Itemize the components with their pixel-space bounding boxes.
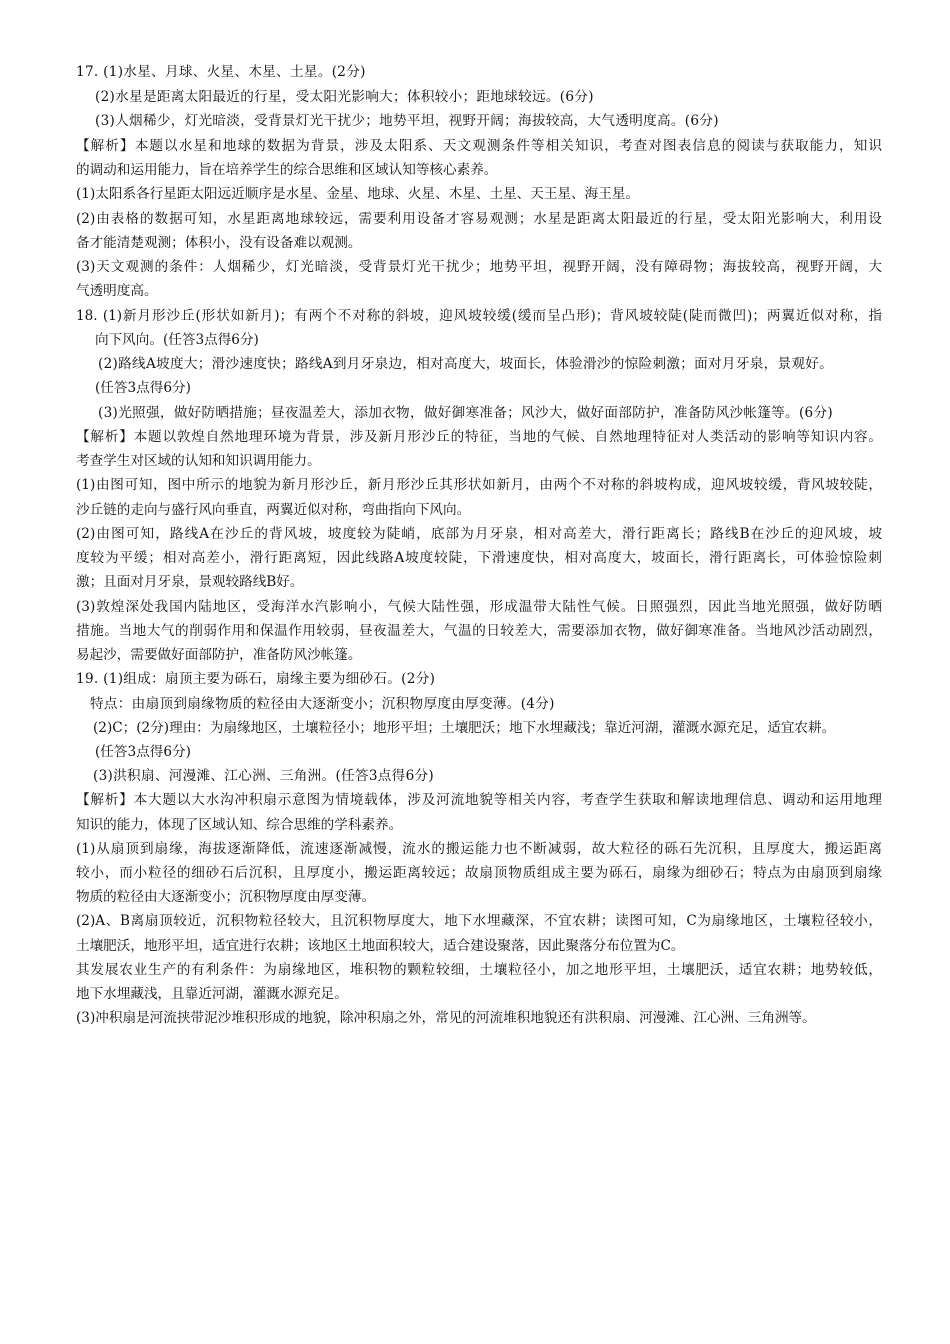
- q17-analysis-line: 气透明度高。: [76, 283, 158, 299]
- q18-answer-2-cont: (任答3点得6分): [95, 380, 191, 396]
- q18-analysis-line: 措施。当地大气的削弱作用和保温作用较弱，昼夜温差大，气温的日较差大，需要添加衣物，做好御寒准备。当地风沙活动剧烈，: [76, 623, 882, 639]
- q18-analysis-line: 激；且面对月牙泉，景观较路线B好。: [76, 574, 304, 590]
- q18-analysis-line: (1)由图可知，图中所示的地貌为新月形沙丘，新月形沙丘其形状如新月，由两个不对称的斜坡构成，迎风坡较缓，背风坡较陡，: [76, 477, 882, 493]
- q18-answer-1: 18. (1)新月形沙丘(形状如新月)；有两个不对称的斜坡，迎风坡较缓(缓而呈凸形)；背风坡较陡(陡而微凹)；两翼近似对称，指: [76, 308, 882, 324]
- q18-analysis-line: (2)由图可知，路线A在沙丘的背风坡，坡度较为陡峭，底部为月牙泉，相对高差大，滑行距离长；路线B在沙丘的迎风坡，坡: [76, 526, 882, 542]
- q17-analysis-line: 【解析】本题以水星和地球的数据为背景，涉及太阳系、天文观测条件等相关知识，考查对图表信息的阅读与获取能力，知识: [76, 138, 882, 154]
- q18-analysis-line: 易起沙，需要做好面部防护，准备防风沙帐篷。: [76, 647, 362, 663]
- q19-analysis-line: 地下水埋藏浅，且靠近河湖，灌溉水源充足。: [76, 986, 348, 1002]
- q19-analysis-line: 【解析】本大题以大水沟冲积扇示意图为情境载体，涉及河流地貌等相关内容，考查学生获取和解读地理信息、调动和运用地理: [76, 792, 882, 808]
- q19-answer-2-cont: (任答3点得6分): [95, 744, 191, 760]
- q18-answer-3: (3)光照强，做好防晒措施；昼夜温差大，添加衣物，做好御寒准备；风沙大，做好面部防护，准备防风沙帐篷等。(6分): [98, 405, 833, 421]
- q19-analysis-line: 土壤肥沃，地形平坦，适宜进行农耕；该地区土地面积较大，适合建设聚落，因此聚落分布位置为C。: [76, 938, 685, 954]
- q17-analysis-line: (3)天文观测的条件：人烟稀少，灯光暗淡，受背景灯光干扰少；地势平坦，视野开阔，没有障碍物；海拔较高，视野开阔，大: [76, 259, 882, 275]
- q17-analysis-line: 的调动和运用能力，旨在培养学生的综合思维和区域认知等核心素养。: [76, 162, 498, 178]
- q19-analysis-line: 物质的粒径由大逐渐变小；沉积物厚度由厚变薄。: [76, 889, 376, 905]
- q19-analysis-line: (3)冲积扇是河流挟带泥沙堆积形成的地貌，除冲积扇之外，常见的河流堆积地貌还有洪积扇、河漫滩、江心洲、三角洲等。: [76, 1010, 816, 1026]
- q17-analysis-line: (1)太阳系各行星距太阳远近顺序是水星、金星、地球、火星、木星、土星、天王星、海王星。: [76, 186, 640, 202]
- q18-answer-2: (2)路线A坡度大；滑沙速度快；路线A到月牙泉边，相对高度大，坡面长，体验滑沙的惊险刺激；面对月牙泉，景观好。: [98, 356, 834, 372]
- q19-analysis-line: 知识的能力，体现了区域认知、综合思维的学科素养。: [76, 817, 403, 833]
- q18-analysis-line: 考查学生对区域的认知和知识调用能力。: [76, 453, 321, 469]
- q17-answer-2: (2)水星是距离太阳最近的行星，受太阳光影响大；体积较小；距地球较远。(6分): [95, 89, 594, 105]
- q17-analysis-line: 备才能清楚观测；体积小，没有设备难以观测。: [76, 235, 362, 251]
- q18-analysis-line: 【解析】本题以敦煌自然地理环境为背景，涉及新月形沙丘的特征，当地的气候、自然地理特征对人类活动的影响等知识内容。: [76, 429, 882, 445]
- q18-analysis-line: 沙丘链的走向与盛行风向垂直，两翼近似对称，弯曲指向下风向。: [76, 502, 471, 518]
- q19-analysis-line: 较小，而小粒径的细砂石后沉积，且厚度小，搬运距离较远；故扇顶物质组成主要为砾石，扇缘为细砂石；特点为由扇顶到扇缘: [76, 865, 882, 881]
- q17-analysis-line: (2)由表格的数据可知，水星距离地球较远，需要利用设备才容易观测；水星是距离太阳最近的行星，受太阳光影响大，利用设: [76, 211, 882, 227]
- q17-answer-3: (3)人烟稀少，灯光暗淡，受背景灯光干扰少；地势平坦，视野开阔；海拔较高，大气透明度高。(6分): [95, 113, 719, 129]
- q19-answer-1: 19. (1)组成：扇顶主要为砾石，扇缘主要为细砂石。(2分): [76, 671, 436, 687]
- q19-answer-3: (3)洪积扇、河漫滩、江心洲、三角洲。(任答3点得6分): [93, 768, 435, 784]
- q19-answer-1-features: 特点：由扇顶到扇缘物质的粒径由大逐渐变小；沉积物厚度由厚变薄。(4分): [90, 696, 555, 712]
- q18-analysis-line: 度较为平缓；相对高差小，滑行距离短，因此线路A坡度较陡，下滑速度快，相对高度大，坡面长，滑行距离长，可体验惊险刺: [76, 550, 882, 566]
- q18-analysis-line: (3)敦煌深处我国内陆地区，受海洋水汽影响小，气候大陆性强，形成温带大陆性气候。日照强烈，因此当地光照强，做好防晒: [76, 599, 882, 615]
- q18-answer-1-cont: 向下风向。(任答3点得6分): [95, 332, 259, 348]
- q19-analysis-line: (2)A、B离扇顶较近，沉积物粒径较大，且沉积物厚度大，地下水埋藏深，不宜农耕；读图可知，C为扇缘地区，土壤粒径较小，: [76, 913, 882, 929]
- q19-analysis-line: (1)从扇顶到扇缘，海拔逐渐降低，流速逐渐减慢，流水的搬运能力也不断减弱，故大粒径的砾石先沉积，且厚度大，搬运距离: [76, 841, 882, 857]
- q19-analysis-line: 其发展农业生产的有利条件：为扇缘地区，堆积物的颗粒较细，土壤粒径小，加之地形平坦，土壤肥沃，适宜农耕；地势较低，: [76, 962, 882, 978]
- q17-answer-1: 17. (1)水星、月球、火星、木星、土星。(2分): [76, 64, 366, 80]
- q19-answer-2: (2)C；(2分)理由：为扇缘地区，土壤粒径小；地形平坦；土壤肥沃；地下水埋藏浅；靠近河湖，灌溉水源充足，适宜农耕。: [93, 720, 836, 736]
